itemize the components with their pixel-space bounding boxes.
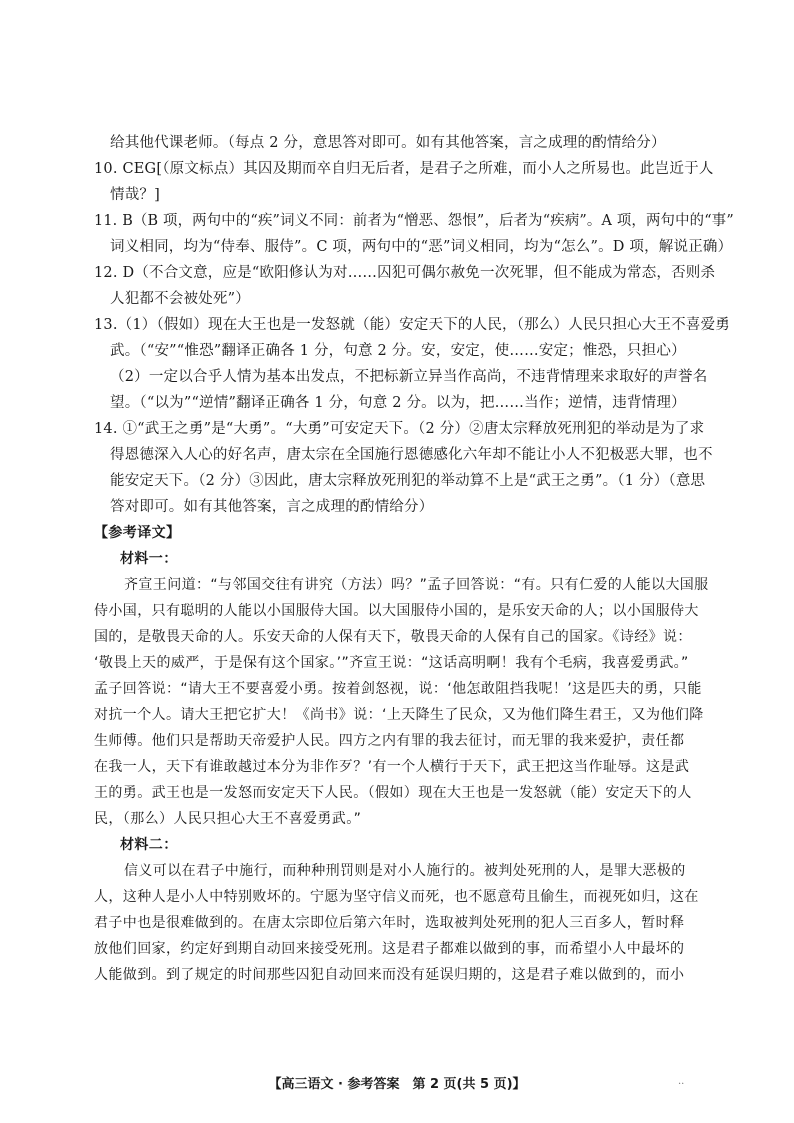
answer-line: 12. D（不合文意，应是“欧阳修认为对……囚犯可偶尔赦免一次死罪，但不能成为常态，否则杀 bbox=[94, 265, 716, 281]
answer-line: 望。（“以为”“逆情”翻译正确各 1 分，句意 2 分。以为，把……当作；逆情，违背情理） bbox=[110, 395, 686, 411]
answer-line: 13.（1）（假如）现在大王也是一发怒就（能）安定天下的人民，（那么）人民只担心大王不喜爱勇 bbox=[94, 317, 730, 333]
corner-mark: .. bbox=[678, 1076, 685, 1087]
translation-line: 国的，是敬畏天命的人。乐安天命的人保有天下，敬畏天命的人保有自己的国家。《诗经》说： bbox=[94, 629, 692, 645]
translation-line: 齐宣王问道：“与邻国交往有讲究（方法）吗？”孟子回答说：“有。只有仁爱的人能以大国服 bbox=[124, 577, 709, 593]
answer-line: （2）一定以合乎人情为基本出发点，不把标新立异当作高尚，不违背情理来求取好的声誉名 bbox=[110, 369, 708, 385]
translation-line: 王的勇。武王也是一发怒而安定天下人民。（假如）现在大王也是一发怒就（能）安定天下的人 bbox=[94, 785, 692, 801]
translation-line: 生师傅。他们只是帮助天帝爱护人民。四方之内有罪的我去征讨，而无罪的我来爱护，责任都 bbox=[94, 733, 685, 749]
translation-line: 放他们回家，约定好到期自动回来接受死刑。这是君子都难以做到的事，而希望小人中最坏的 bbox=[94, 941, 685, 957]
translation-line: 信义可以在君子中施行，而种种刑罚则是对小人施行的。被判处死刑的人，是罪大恶极的 bbox=[124, 863, 686, 879]
translation-heading: 【参考译文】 bbox=[94, 525, 181, 541]
material-two-title: 材料二： bbox=[120, 837, 178, 853]
answer-line: 得恩德深入人心的好名声，唐太宗在全国施行恩德感化六年却不能让小人不犯极恶大罪，也不 bbox=[110, 447, 713, 463]
page-footer: 【高三语文 · 参考答案 第 2 页(共 5 页)】 bbox=[268, 1077, 526, 1092]
translation-line: 对抗一个人。请大王把它扩大！《尚书》说：‘上天降生了民众，又为他们降生君王，又为他们降 bbox=[94, 707, 704, 723]
answer-line: 情哉？] bbox=[110, 187, 160, 203]
material-one-title: 材料一： bbox=[120, 551, 178, 567]
answer-line: 11. B（B 项，两句中的“疾”词义不同：前者为“憎恶、怨恨”，后者为“疾病”。A 项，两句中的“事” bbox=[94, 213, 734, 229]
translation-line: 人，这种人是小人中特别败坏的。宁愿为坚守信义而死，也不愿意苟且偷生，而视死如归，这在 bbox=[94, 889, 699, 905]
translation-line: 民，（那么）人民只担心大王不喜爱勇武。” bbox=[94, 811, 362, 827]
answer-line: 武。（“安”“惟恐”翻译正确各 1 分，句意 2 分。安，安定，使……安定；惟恐，只担心） bbox=[110, 343, 686, 359]
translation-line: ‘敬畏上天的威严，于是保有这个国家。’”齐宣王说：“这话高明啊！我有个毛病，我喜爱勇武。” bbox=[94, 655, 689, 671]
answer-line: 10. CEG[（原文标点）其囚及期而卒自归无后者，是君子之所难，而小人之所易也。此岂近于人 bbox=[94, 161, 714, 177]
translation-line: 侍小国，只有聪明的人能以小国服侍大国。以大国服侍小国的，是乐安天命的人；以小国服侍大 bbox=[94, 603, 699, 619]
answer-line: 答对即可。如有其他答案，言之成理的酌情给分） bbox=[110, 499, 434, 515]
translation-line: 人能做到。到了规定的时间那些囚犯自动回来而没有延误归期的，这是君子难以做到的，而小 bbox=[94, 967, 685, 983]
answer-line: 14. ①“武王之勇”是“大勇”。“大勇”可安定天下。（2 分）②唐太宗释放死刑犯的举动是为了求 bbox=[94, 421, 705, 437]
answer-line: 词义相同，均为“侍奉、服侍”。C 项，两句中的“恶”词义相同，均为“怎么”。D 项，解说正确） bbox=[110, 239, 733, 255]
translation-line: 君子中也是很难做到的。在唐太宗即位后第六年时，选取被判处死刑的犯人三百多人，暂时释 bbox=[94, 915, 685, 931]
answer-line: 能安定天下。（2 分）③因此，唐太宗释放死刑犯的举动算不上是“武王之勇”。（1 分）（意思 bbox=[110, 473, 706, 489]
translation-line: 在我一人，天下有谁敢越过本分为非作歹？’有一个人横行于天下，武王把这当作耻辱。这是武 bbox=[94, 759, 690, 775]
answer-line: 给其他代课老师。（每点 2 分，意思答对即可。如有其他答案，言之成理的酌情给分） bbox=[110, 135, 666, 151]
answer-line: 人犯都不会被处死”） bbox=[110, 291, 250, 307]
translation-line: 孟子回答说：“请大王不要喜爱小勇。按着剑怒视，说：‘他怎敢阻挡我呢！’这是匹夫的勇，只能 bbox=[94, 681, 702, 697]
